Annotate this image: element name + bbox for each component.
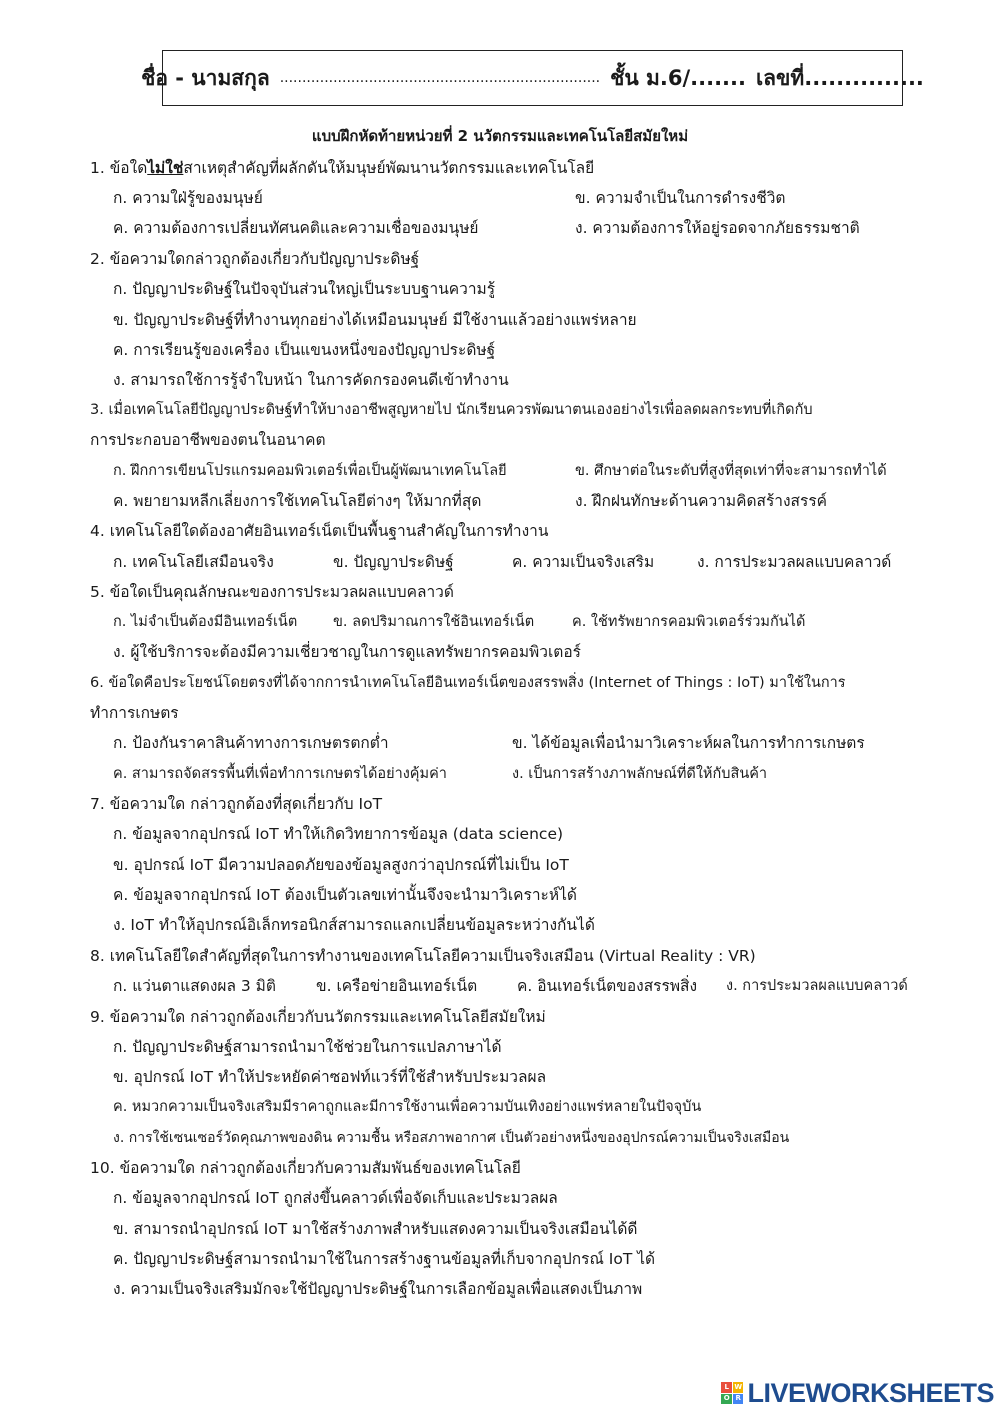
logo-tile: O: [721, 1394, 732, 1405]
q9-option-c[interactable]: ค. หมวกความเป็นจริงเสริมมีราคาถูกและมีการใช้งานเพื่อความบันเทิงอย่างแพร่หลายในปัจจุบัน: [113, 1099, 702, 1115]
q8-option-b[interactable]: ข. เครือข่ายอินเทอร์เน็ต: [316, 977, 478, 995]
q1-option-b[interactable]: ข. ความจำเป็นในการดำรงชีวิต: [575, 189, 786, 207]
question-10: 10. ข้อความใด กล่าวถูกต้องเกี่ยวกับความสัมพันธ์ของเทคโนโลยี: [90, 1159, 521, 1177]
name-label: ชื่อ - นามสกุล: [141, 65, 270, 90]
q1-option-a[interactable]: ก. ความใฝ่รู้ของมนุษย์: [113, 189, 263, 207]
liveworksheets-logo-icon: [721, 1382, 743, 1404]
q4-option-c[interactable]: ค. ความเป็นจริงเสริม: [512, 553, 655, 571]
q7-option-a[interactable]: ก. ข้อมูลจากอุปกรณ์ IoT ทำให้เกิดวิทยาการข้อมูล (data science): [113, 825, 564, 843]
q9-option-b[interactable]: ข. อุปกรณ์ IoT ทำให้ประหยัดค่าซอฟท์แวร์ที่ใช้สำหรับประมวลผล: [113, 1068, 547, 1086]
q7-option-c[interactable]: ค. ข้อมูลจากอุปกรณ์ IoT ต้องเป็นตัวเลขเท่านั้นจึงจะนำมาวิเคราะห์ได้: [113, 886, 577, 904]
q9-option-a[interactable]: ก. ปัญญาประดิษฐ์สามารถนำมาใช้ช่วยในการแปลภาษาได้: [113, 1038, 502, 1056]
logo-tile: W: [734, 1382, 743, 1391]
question-5: 5. ข้อใดเป็นคุณลักษณะของการประมวลผลแบบคลาวด์: [90, 583, 454, 601]
q10-option-b[interactable]: ข. สามารถนำอุปกรณ์ IoT มาใช้สร้างภาพสำหรับแสดงความเป็นจริงเสมือนได้ดี: [113, 1220, 638, 1238]
question-2: 2. ข้อความใดกล่าวถูกต้องเกี่ยวกับปัญญาประดิษฐ์: [90, 250, 420, 268]
q6-option-c[interactable]: ค. สามารถจัดสรรพื้นที่เพื่อทำการเกษตรได้อย่างคุ้มค่า: [113, 766, 447, 782]
q2-option-d[interactable]: ง. สามารถใช้การรู้จำใบหน้า ในการคัดกรองคนดีเข้าทำงาน: [113, 371, 509, 389]
q6-option-b[interactable]: ข. ได้ข้อมูลเพื่อนำมาวิเคราะห์ผลในการทำการเกษตร: [512, 734, 865, 752]
question-1: [90, 157, 594, 179]
q1-option-d[interactable]: ง. ความต้องการให้อยู่รอดจากภัยธรรมชาติ: [575, 219, 860, 237]
q10-option-d[interactable]: ง. ความเป็นจริงเสริมมักจะใช้ปัญญาประดิษฐ์ในการเลือกข้อมูลเพื่อแสดงเป็นภาพ: [113, 1280, 643, 1298]
question-6-line-1: 6. ข้อใดคือประโยชน์โดยตรงที่ได้จากการนำเทคโนโลยีอินเทอร์เน็ตของสรรพสิ่ง (Internet of Things : IoT) มาใช้ในการ: [90, 675, 846, 691]
q5-option-a[interactable]: ก. ไม่จำเป็นต้องมีอินเทอร์เน็ต: [113, 614, 298, 630]
q2-option-a[interactable]: ก. ปัญญาประดิษฐ์ในปัจจุบันส่วนใหญ่เป็นระบบฐานความรู้: [113, 280, 496, 298]
q5-option-d[interactable]: ง. ผู้ใช้บริการจะต้องมีความเชี่ยวชาญในการดูแลทรัพยากรคอมพิวเตอร์: [113, 643, 581, 661]
q4-option-a[interactable]: ก. เทคโนโลยีเสมือนจริง: [113, 553, 274, 571]
q8-option-d[interactable]: ง. การประมวลผลแบบคลาวด์: [726, 978, 908, 994]
q2-option-b[interactable]: ข. ปัญญาประดิษฐ์ที่ทำงานทุกอย่างได้เหมือนมนุษย์ มีใช้งานแล้วอย่างแพร่หลาย: [113, 311, 637, 329]
question-9: 9. ข้อความใด กล่าวถูกต้องเกี่ยวกับนวัตกรรมและเทคโนโลยีสมัยใหม่: [90, 1008, 546, 1026]
class-label[interactable]: ชั้น ม.6/.......: [610, 65, 746, 90]
q10-option-a[interactable]: ก. ข้อมูลจากอุปกรณ์ IoT ถูกส่งขึ้นคลาวด์เพื่อจัดเก็บและประมวลผล: [113, 1189, 558, 1207]
q3-option-c[interactable]: ค. พยายามหลีกเลี่ยงการใช้เทคโนโลยีต่างๆ ให้มากที่สุด: [113, 492, 482, 510]
q6-option-a[interactable]: ก. ป้องกันราคาสินค้าทางการเกษตรตกต่ำ: [113, 734, 389, 752]
student-info-box: [141, 50, 924, 106]
q10-option-c[interactable]: ค. ปัญญาประดิษฐ์สามารถนำมาใช้ในการสร้างฐานข้อมูลที่เก็บจากอุปกรณ์ IoT ได้: [113, 1250, 656, 1268]
q3-option-a[interactable]: ก. ฝึกการเขียนโปรแกรมคอมพิวเตอร์เพื่อเป็นผู้พัฒนาเทคโนโลยี: [113, 463, 507, 479]
q4-option-d[interactable]: ง. การประมวลผลแบบคลาวด์: [697, 553, 892, 571]
liveworksheets-logo[interactable]: [721, 1378, 994, 1408]
q6-option-d[interactable]: ง. เป็นการสร้างภาพลักษณ์ที่ดีให้กับสินค้า: [512, 766, 768, 782]
question-1-underlined: ไม่ใช่: [147, 159, 184, 177]
question-3-line-2: การประกอบอาชีพของตนในอนาคต: [90, 431, 326, 449]
q5-option-b[interactable]: ข. ลดปริมาณการใช้อินเทอร์เน็ต: [333, 614, 535, 630]
liveworksheets-logo-text: LIVEWORKSHEETS: [747, 1377, 994, 1408]
number-label[interactable]: เลขที่...............: [756, 65, 924, 90]
question-4: 4. เทคโนโลยีใดต้องอาศัยอินเทอร์เน็ตเป็นพื้นฐานสำคัญในการทำงาน: [90, 522, 549, 540]
question-7: 7. ข้อความใด กล่าวถูกต้องที่สุดเกี่ยวกับ IoT: [90, 795, 383, 813]
q4-option-b[interactable]: ข. ปัญญาประดิษฐ์: [333, 553, 454, 571]
q9-option-d[interactable]: ง. การใช้เซนเซอร์วัดคุณภาพของดิน ความชื้น หรือสภาพอากาศ เป็นตัวอย่างหนึ่งของอุปกรณ์ความเป็นจริงเสมือน: [113, 1130, 790, 1146]
logo-tile: R: [733, 1394, 744, 1405]
q1-option-c[interactable]: ค. ความต้องการเปลี่ยนทัศนคติและความเชื่อของมนุษย์: [113, 219, 479, 237]
logo-tile: L: [721, 1382, 732, 1393]
q2-option-c[interactable]: ค. การเรียนรู้ของเครื่อง เป็นแขนงหนึ่งของปัญญาประดิษฐ์: [113, 341, 496, 359]
q3-option-b[interactable]: ข. ศึกษาต่อในระดับที่สูงที่สุดเท่าที่จะสามารถทำได้: [575, 463, 887, 479]
question-6-line-2: ทำการเกษตร: [90, 704, 179, 722]
name-blank[interactable]: ........................................................................: [279, 70, 601, 86]
worksheet-title: แบบฝึกหัดท้ายหน่วยที่ 2 นวัตกรรมและเทคโนโลยีสมัยใหม่: [311, 127, 689, 145]
q7-option-b[interactable]: ข. อุปกรณ์ IoT มีความปลอดภัยของข้อมูลสูงกว่าอุปกรณ์ที่ไม่เป็น IoT: [113, 856, 569, 874]
q5-option-c[interactable]: ค. ใช้ทรัพยากรคอมพิวเตอร์ร่วมกันได้: [572, 614, 806, 630]
q7-option-d[interactable]: ง. IoT ทำให้อุปกรณ์อิเล็กทรอนิกส์สามารถแลกเปลี่ยนข้อมูลระหว่างกันได้: [113, 916, 595, 934]
question-1-prefix: 1. ข้อใด: [90, 159, 148, 177]
q8-option-a[interactable]: ก. แว่นตาแสดงผล 3 มิติ: [113, 977, 276, 995]
question-1-rest: สาเหตุสำคัญที่ผลักดันให้มนุษย์พัฒนานวัตกรรมและเทคโนโลยี: [183, 159, 595, 177]
question-3-line-1: 3. เมื่อเทคโนโลยีปัญญาประดิษฐ์ทำให้บางอาชีพสูญหายไป นักเรียนควรพัฒนาตนเองอย่างไรเพื่อลดผลกระทบที่เกิดกับ: [90, 402, 813, 418]
q3-option-d[interactable]: ง. ฝึกฝนทักษะด้านความคิดสร้างสรรค์: [575, 492, 828, 510]
question-8: 8. เทคโนโลยีใดสำคัญที่สุดในการทำงานของเทคโนโลยีความเป็นจริงเสมือน (Virtual Reality : VR): [90, 947, 756, 965]
q8-option-c[interactable]: ค. อินเทอร์เน็ตของสรรพสิ่ง: [517, 977, 698, 995]
